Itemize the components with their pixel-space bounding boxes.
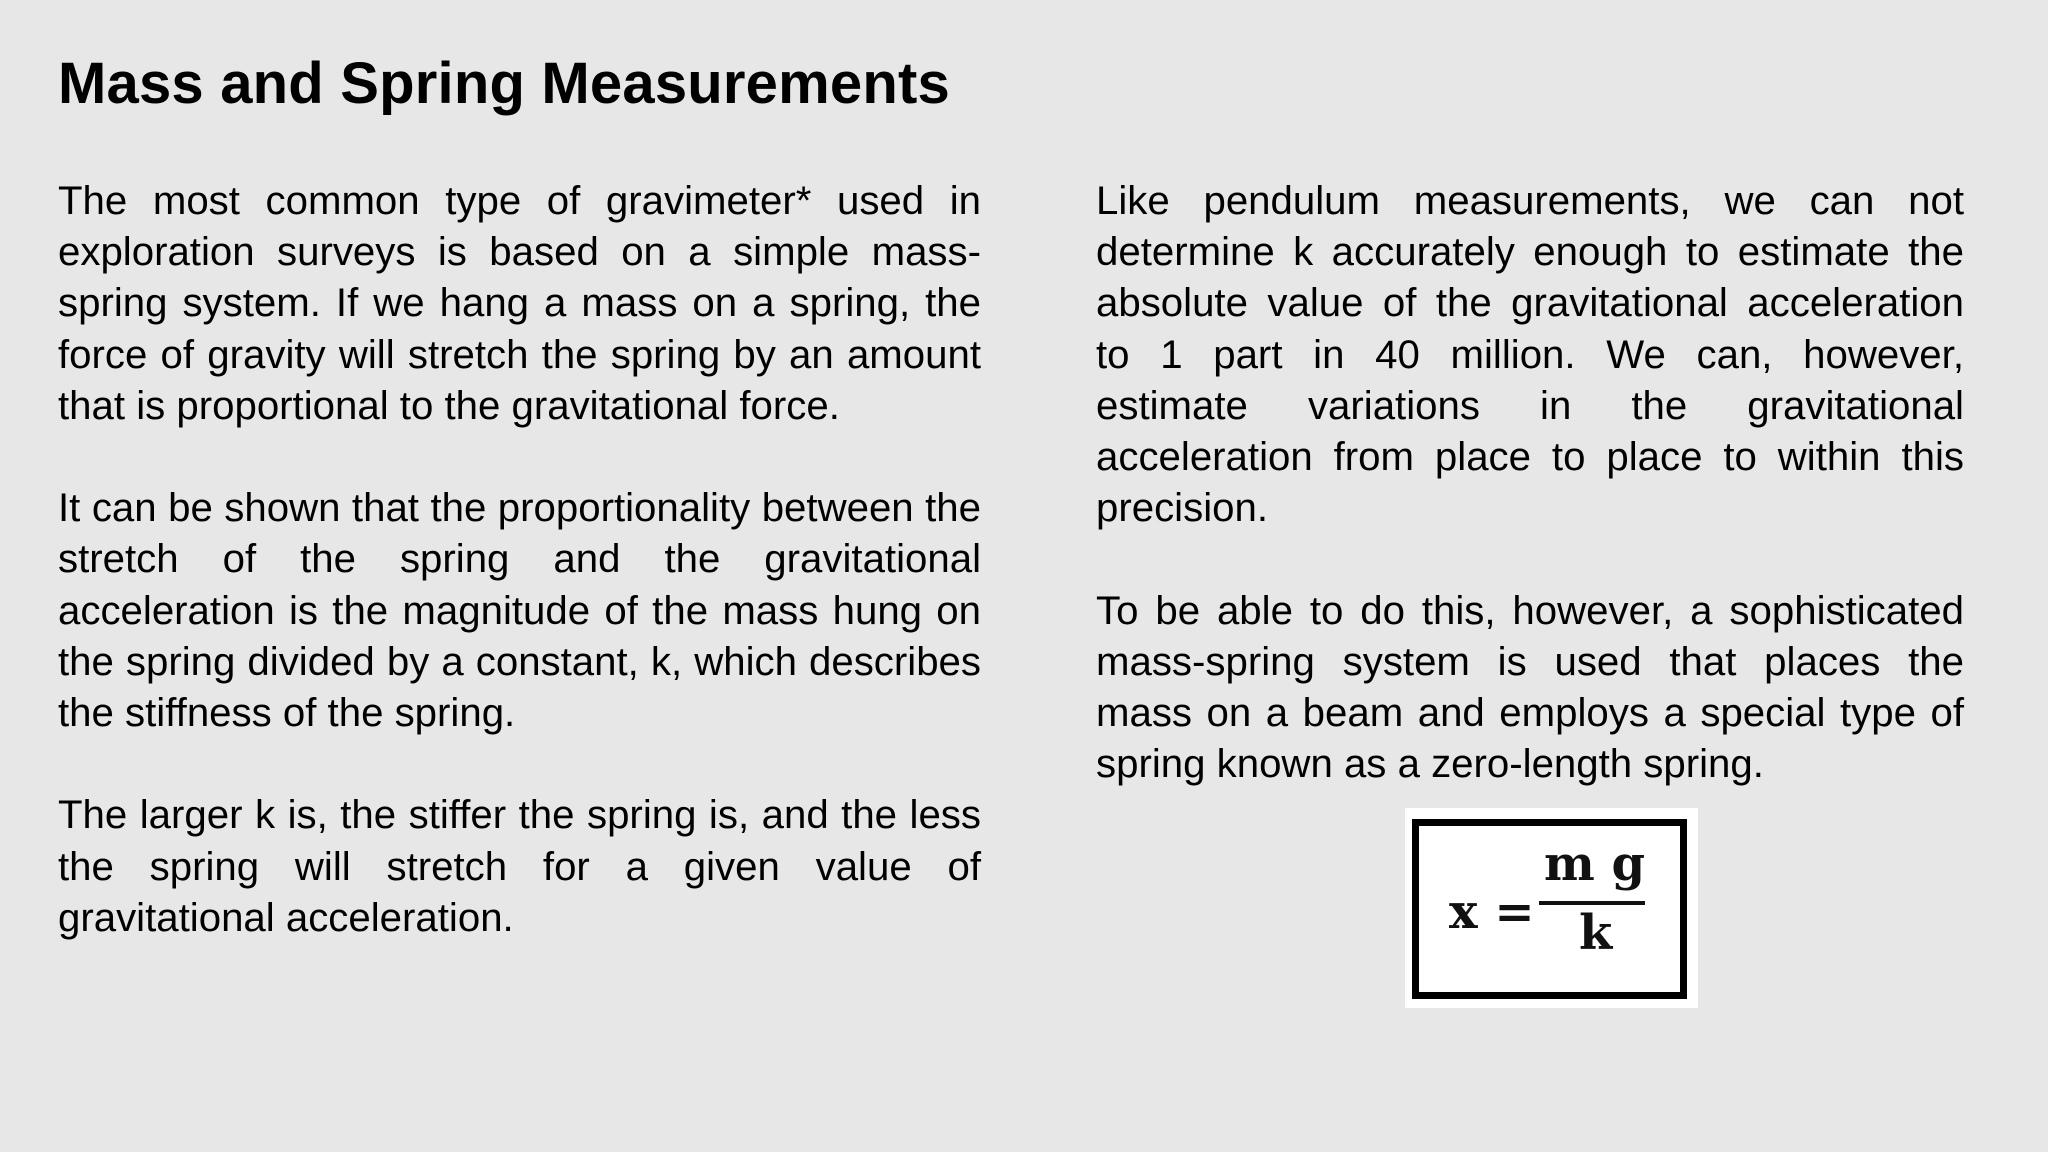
left-paragraph-3: The larger k is, the stiffer the spring is, and the less the spring will stretch for a given value of gravitational acceleration. — [58, 792, 981, 940]
formula-lhs: x = — [1449, 884, 1535, 940]
page-title: Mass and Spring Measurements — [58, 51, 950, 116]
formula-numerator: m g — [1544, 836, 1646, 892]
formula-denominator: k — [1579, 905, 1613, 961]
left-paragraph-2: It can be shown that the proportionality between the stretch of the spring and the gravitational acceleration is the magnitude of the mass hung on the spring divided by a constant, k, which describes the stiffness of the spring. — [58, 485, 981, 736]
formula-frame — [1412, 819, 1687, 999]
left-paragraph-1: The most common type of gravimeter* used in exploration surveys is based on a simple mass-spring system. If we hang a mass on a spring, the force of gravity will stretch the spring by an amount that is proportional to the gravitational force. — [58, 178, 981, 428]
right-column — [1096, 175, 1964, 789]
left-column — [58, 175, 981, 943]
formula-image — [1405, 808, 1698, 1008]
right-paragraph-2: To be able to do this, however, a sophisticated mass-spring system is used that places the mass on a beam and employs a special type of spring known as a zero-length spring. — [1096, 587, 1964, 787]
right-paragraph-1: Like pendulum measurements, we can not determine k accurately enough to estimate the absolute value of the gravitational acceleration to 1 part in 40 million. We can, however, estimate variations in the gravitational acceleration from place to place to within this precision. — [1096, 178, 1964, 531]
